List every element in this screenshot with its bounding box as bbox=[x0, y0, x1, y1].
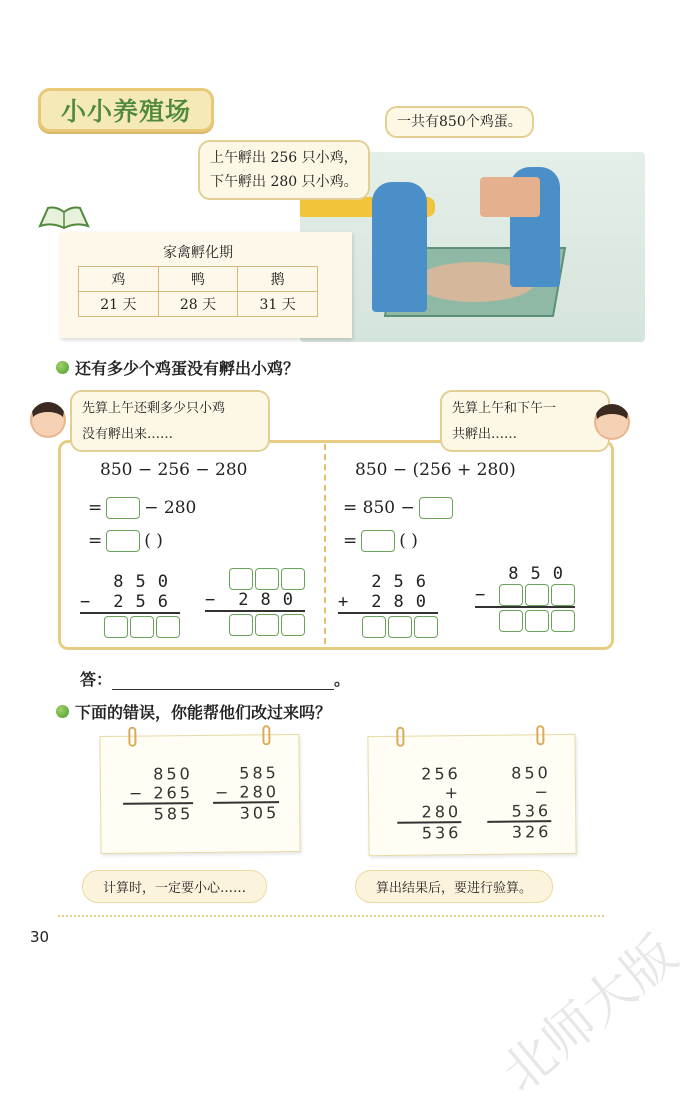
hint-line: 共孵出…… bbox=[452, 427, 518, 442]
value-duck: 28 天 bbox=[158, 292, 238, 317]
question-text: 下面的错误，你能帮他们改过来吗？ bbox=[75, 703, 332, 722]
answer-row bbox=[80, 667, 350, 690]
answer-box[interactable] bbox=[281, 568, 305, 590]
left-step-1 bbox=[88, 497, 196, 519]
bubble-line: 上午孵出 256 只小鸡， bbox=[210, 150, 358, 166]
vert-line bbox=[475, 606, 575, 608]
paper-clip-icon bbox=[262, 725, 270, 745]
page-number: 30 bbox=[30, 928, 50, 946]
speech-bubble-total: 一共有850个鸡蛋。 bbox=[385, 106, 534, 138]
answer-box[interactable] bbox=[419, 497, 453, 519]
header-duck: 鸭 bbox=[158, 267, 238, 292]
answer-box[interactable] bbox=[414, 616, 438, 638]
hint-line: 没有孵出来…… bbox=[82, 427, 174, 442]
answer-box[interactable] bbox=[156, 616, 180, 638]
table-row bbox=[79, 292, 318, 317]
result-boxes bbox=[80, 616, 180, 638]
right-expression: 850 − (256 + 280) bbox=[355, 460, 516, 480]
step-note: ( ) bbox=[399, 531, 418, 551]
calc-bottom: − 265 bbox=[128, 783, 194, 803]
calc-bottom: − 280 bbox=[214, 782, 280, 802]
tip-bubble-1: 计算时，一定要小心…… bbox=[82, 870, 267, 903]
bullet-icon bbox=[56, 705, 69, 718]
error-note-2 bbox=[367, 734, 576, 856]
question-1 bbox=[56, 356, 299, 379]
wrong-calc bbox=[397, 764, 462, 842]
result-boxes bbox=[205, 614, 305, 636]
watermark: 北师大版 bbox=[490, 924, 689, 1105]
vert-bottom: 280 bbox=[371, 592, 438, 612]
vert-op: − bbox=[205, 590, 228, 610]
vert-row bbox=[80, 592, 180, 612]
hint-line: 先算上午还剩多少只小鸡 bbox=[82, 401, 226, 416]
hatch-period-table bbox=[78, 266, 318, 317]
tip-bubble-2: 算出结果后，要进行验算。 bbox=[355, 870, 553, 903]
answer-box[interactable] bbox=[499, 610, 523, 632]
bullet-icon bbox=[56, 361, 69, 374]
egg-stack bbox=[480, 177, 540, 217]
paper-clip-icon bbox=[128, 727, 136, 747]
vert-top: 256 bbox=[371, 572, 438, 592]
wrong-calc bbox=[123, 764, 194, 823]
answer-box[interactable] bbox=[362, 616, 386, 638]
speech-bubble-hatched bbox=[198, 140, 370, 200]
calc-result: 326 bbox=[511, 821, 552, 842]
answer-box[interactable] bbox=[255, 614, 279, 636]
calc-result: 585 bbox=[153, 803, 194, 823]
right-vertical-2 bbox=[475, 564, 575, 632]
result-boxes bbox=[475, 610, 575, 632]
answer-box[interactable] bbox=[551, 584, 575, 606]
answer-box[interactable] bbox=[229, 614, 253, 636]
right-step-2 bbox=[343, 530, 418, 552]
answer-box[interactable] bbox=[525, 610, 549, 632]
answer-end: 。 bbox=[334, 670, 351, 689]
equals: = bbox=[343, 531, 358, 551]
left-vertical-1 bbox=[80, 572, 180, 638]
header-goose: 鹅 bbox=[238, 267, 318, 292]
girl-avatar bbox=[30, 402, 66, 438]
equals: = bbox=[88, 531, 103, 551]
vert-row bbox=[205, 590, 305, 610]
value-chicken: 21 天 bbox=[79, 292, 159, 317]
answer-input[interactable] bbox=[112, 672, 334, 690]
left-vertical-2 bbox=[205, 568, 305, 636]
calc-result: 536 bbox=[421, 822, 462, 843]
answer-box[interactable] bbox=[551, 610, 575, 632]
answer-box[interactable] bbox=[255, 568, 279, 590]
table-header-row bbox=[79, 267, 318, 292]
step-note: ( ) bbox=[144, 531, 163, 551]
calc-top: 585 bbox=[239, 763, 279, 783]
vert-op: − bbox=[475, 585, 498, 605]
calc-top: 850 bbox=[511, 763, 551, 783]
vert-bottom: 256 bbox=[113, 592, 180, 612]
table-title: 家禽孵化期 bbox=[163, 245, 233, 261]
girl-hint-bubble bbox=[70, 390, 270, 452]
vert-top: 850 bbox=[113, 572, 180, 592]
calc-bottom: − 536 bbox=[511, 782, 552, 821]
question-2 bbox=[56, 700, 331, 723]
equals: = bbox=[88, 498, 103, 518]
left-step-2 bbox=[88, 530, 163, 552]
vert-op: − bbox=[80, 592, 103, 612]
answer-box[interactable] bbox=[361, 530, 395, 552]
error-note-1 bbox=[99, 734, 300, 854]
wrong-calc bbox=[213, 763, 280, 822]
vert-top: 850 bbox=[508, 564, 575, 584]
hint-line: 先算上午和下午一 bbox=[452, 401, 557, 416]
question-text: 还有多少个鸡蛋没有孵出小鸡？ bbox=[75, 359, 300, 378]
answer-box[interactable] bbox=[388, 616, 412, 638]
vert-row bbox=[338, 592, 438, 612]
answer-box[interactable] bbox=[106, 530, 140, 552]
boy-hint-bubble bbox=[440, 390, 610, 452]
vert-bottom: 280 bbox=[238, 590, 305, 610]
paper-clip-icon bbox=[536, 725, 544, 745]
bubble-line: 下午孵出 280 只小鸡。 bbox=[210, 174, 358, 190]
vert-line bbox=[80, 612, 180, 614]
wrong-calc bbox=[487, 763, 552, 841]
answer-box[interactable] bbox=[499, 584, 523, 606]
footer-divider bbox=[58, 915, 604, 917]
answer-box[interactable] bbox=[130, 616, 154, 638]
vert-line bbox=[338, 612, 438, 614]
answer-box[interactable] bbox=[281, 614, 305, 636]
top-boxes bbox=[205, 568, 305, 590]
vert-op: + bbox=[338, 592, 361, 612]
expr-part: − 280 bbox=[144, 498, 197, 518]
worker-left bbox=[372, 182, 427, 312]
answer-box[interactable] bbox=[104, 616, 128, 638]
calc-top: 256 bbox=[421, 764, 461, 784]
answer-box[interactable] bbox=[525, 584, 549, 606]
left-expression: 850 − 256 − 280 bbox=[100, 460, 248, 480]
section-title: 小小养殖场 bbox=[38, 88, 214, 132]
result-boxes bbox=[338, 616, 438, 638]
hatch-period-card bbox=[60, 232, 352, 338]
vert-line bbox=[205, 610, 305, 612]
header-chicken: 鸡 bbox=[79, 267, 159, 292]
value-goose: 31 天 bbox=[238, 292, 318, 317]
answer-label: 答： bbox=[80, 670, 113, 689]
right-step-1 bbox=[343, 497, 453, 519]
calc-result: 305 bbox=[239, 802, 280, 823]
answer-box[interactable] bbox=[106, 497, 140, 519]
boy-avatar bbox=[594, 404, 630, 440]
paper-clip-icon bbox=[396, 727, 404, 747]
expr-part: = 850 − bbox=[343, 498, 415, 518]
divider bbox=[324, 444, 326, 644]
calc-bottom: + 280 bbox=[421, 783, 462, 822]
right-vertical-1 bbox=[338, 572, 438, 638]
calc-top: 850 bbox=[153, 764, 193, 784]
vert-row bbox=[475, 584, 575, 606]
open-book-icon bbox=[38, 204, 90, 230]
answer-box[interactable] bbox=[229, 568, 253, 590]
